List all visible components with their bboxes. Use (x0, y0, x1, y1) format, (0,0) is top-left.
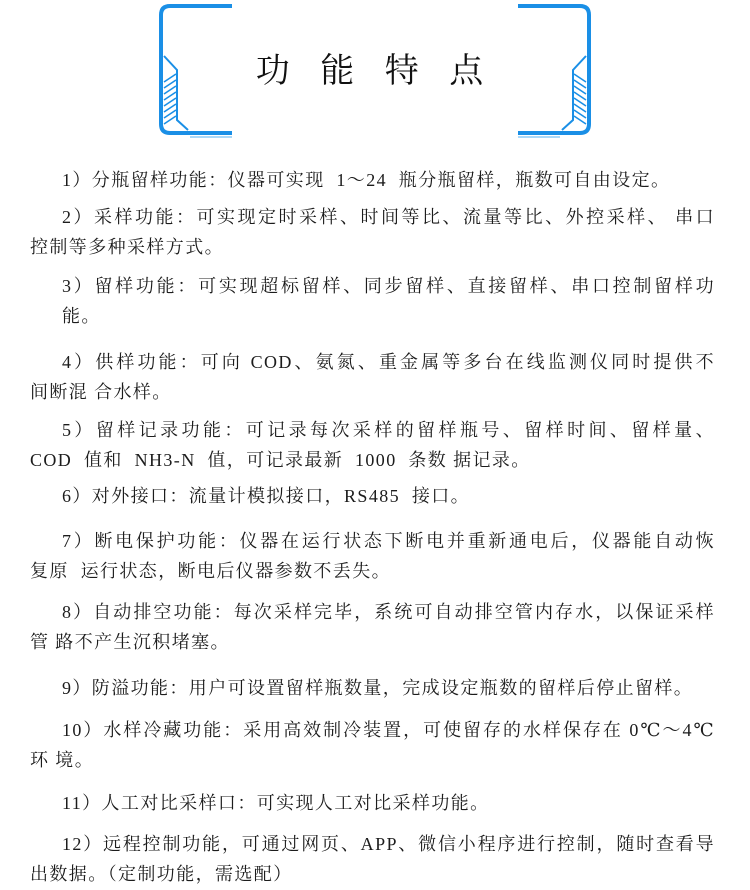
feature-line: 复原 运行状态，断电后仪器参数不丢失。 (30, 561, 391, 581)
feature-line: 管 路不产生沉积堵塞。 (30, 632, 230, 652)
feature-line: 5）留样记录功能：可记录每次采样的留样瓶号、留样时间、留样量、 (62, 420, 715, 440)
feature-line: 4）供样功能：可向 COD、氨氮、重金属等多台在线监测仪同时提供不 (62, 352, 715, 372)
feature-item-4 (30, 347, 715, 407)
feature-item-9 (30, 673, 715, 703)
feature-line: 3）留样功能：可实现超标留样、同步留样、直接留样、串口控制留样功 (62, 276, 715, 296)
feature-line: 9）防溢功能：用户可设置留样瓶数量，完成设定瓶数的留样后停止留样。 (62, 678, 694, 698)
page-title: 功 能 特 点 (255, 53, 495, 90)
feature-line: 环 境。 (30, 750, 95, 770)
feature-line: 能。 (62, 306, 101, 326)
feature-line: 10）水样冷藏功能：采用高效制冷装置，可使留存的水样保存在 0℃～4℃ (62, 720, 715, 740)
feature-line: 控制等多种采样方式。 (30, 237, 224, 257)
feature-item-7 (30, 526, 715, 586)
feature-line: 1）分瓶留样功能：仪器可实现 1～24 瓶分瓶留样，瓶数可自由设定。 (62, 170, 671, 190)
feature-line: 7）断电保护功能：仪器在运行状态下断电并重新通电后，仪器能自动恢 (62, 531, 715, 551)
feature-item-8 (30, 597, 715, 657)
feature-item-1 (30, 165, 715, 195)
feature-item-12 (30, 829, 715, 889)
feature-line: 2）采样功能：可实现定时采样、时间等比、流量等比、外控采样、 串口 (62, 207, 715, 227)
feature-item-6 (30, 481, 715, 511)
feature-line: 12）远程控制功能，可通过网页、APP、微信小程序进行控制，随时查看导 (62, 834, 715, 854)
feature-line: 间断混 合水样。 (30, 382, 172, 402)
feature-line: 出数据。（定制功能，需选配） (30, 864, 293, 884)
feature-item-11 (30, 788, 715, 818)
feature-item-2 (30, 202, 715, 262)
feature-line: 11）人工对比采样口：可实现人工对比采样功能。 (62, 793, 490, 813)
feature-line: 8）自动排空功能：每次采样完毕，系统可自动排空管内存水，以保证采样 (62, 602, 715, 622)
feature-item-5 (30, 415, 715, 475)
feature-item-3 (30, 271, 715, 331)
feature-line: 6）对外接口：流量计模拟接口，RS485 接口。 (62, 486, 471, 506)
feature-line: COD 值和 NH3-N 值，可记录最新 1000 条数 据记录。 (30, 450, 531, 470)
feature-item-10 (30, 715, 715, 775)
